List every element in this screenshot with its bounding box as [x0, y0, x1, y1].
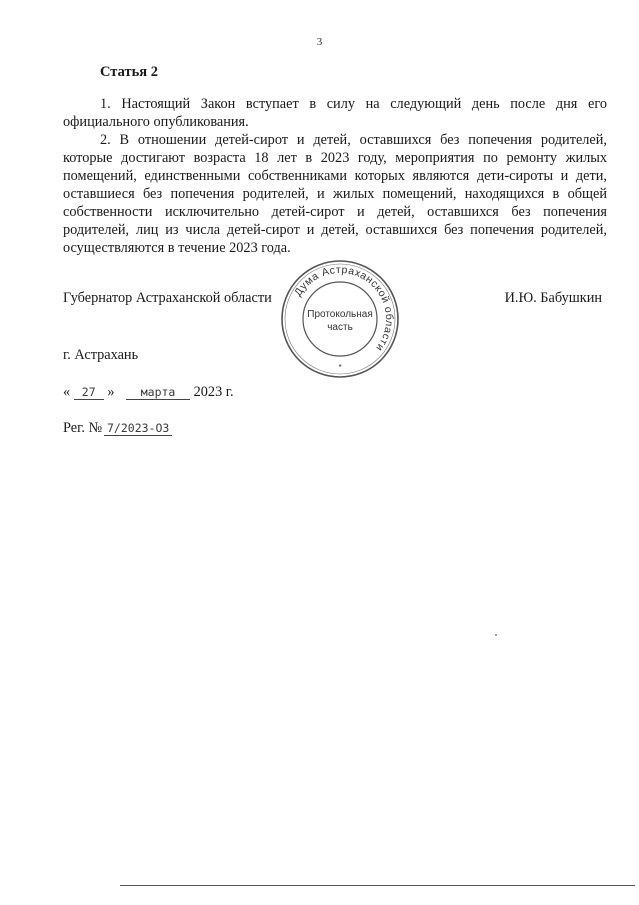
page-bottom-edge	[120, 885, 635, 886]
place-of-signing: г. Астрахань	[63, 347, 139, 363]
official-seal-stamp	[278, 257, 402, 381]
date-open-quote: «	[63, 384, 71, 400]
seal-star: *	[338, 363, 342, 372]
registration-number: 7/2023-ОЗ	[104, 422, 172, 436]
date-close-quote: »	[107, 384, 115, 400]
seal-inner-text-line1: Протокольная	[307, 309, 373, 320]
seal-inner-text-line2: часть	[327, 322, 353, 333]
date-year: 2023 г.	[193, 384, 234, 400]
signatory-position: Губернатор Астраханской области	[63, 290, 272, 306]
article-body	[63, 95, 607, 257]
registration-label: Рег. №	[63, 420, 103, 436]
date-day: 27	[74, 386, 104, 400]
article-title: Статья 2	[100, 64, 158, 80]
date-month: марта	[126, 386, 190, 400]
paragraph-2: 2. В отношении детей-сирот и детей, оставшихся без попечения родителей, которые достигают возраста 18 лет в 2023 году, мероприятия по ремонту жилых помещений, единственными собственниками которых являются дети-сироты и дети, оставшиеся без попечения родителей, и жилых помещений, находящихся в общей собственности исключительно детей-сирот и детей, оставшихся без попечения родителей, лиц из числа детей-сирот и детей, оставшихся без попечения родителей, осуществляются в течение 2023 года.	[63, 132, 607, 256]
signing-date	[63, 384, 234, 401]
scan-speck	[495, 634, 497, 636]
signatory-name: И.Ю. Бабушкин	[504, 290, 602, 306]
page-number: 3	[316, 36, 323, 48]
registration-number-line	[63, 420, 172, 437]
paragraph-1: 1. Настоящий Закон вступает в силу на следующий день после дня его официального опубликования.	[63, 96, 607, 130]
seal-outer-text: Дума Астраханской области	[292, 263, 396, 354]
